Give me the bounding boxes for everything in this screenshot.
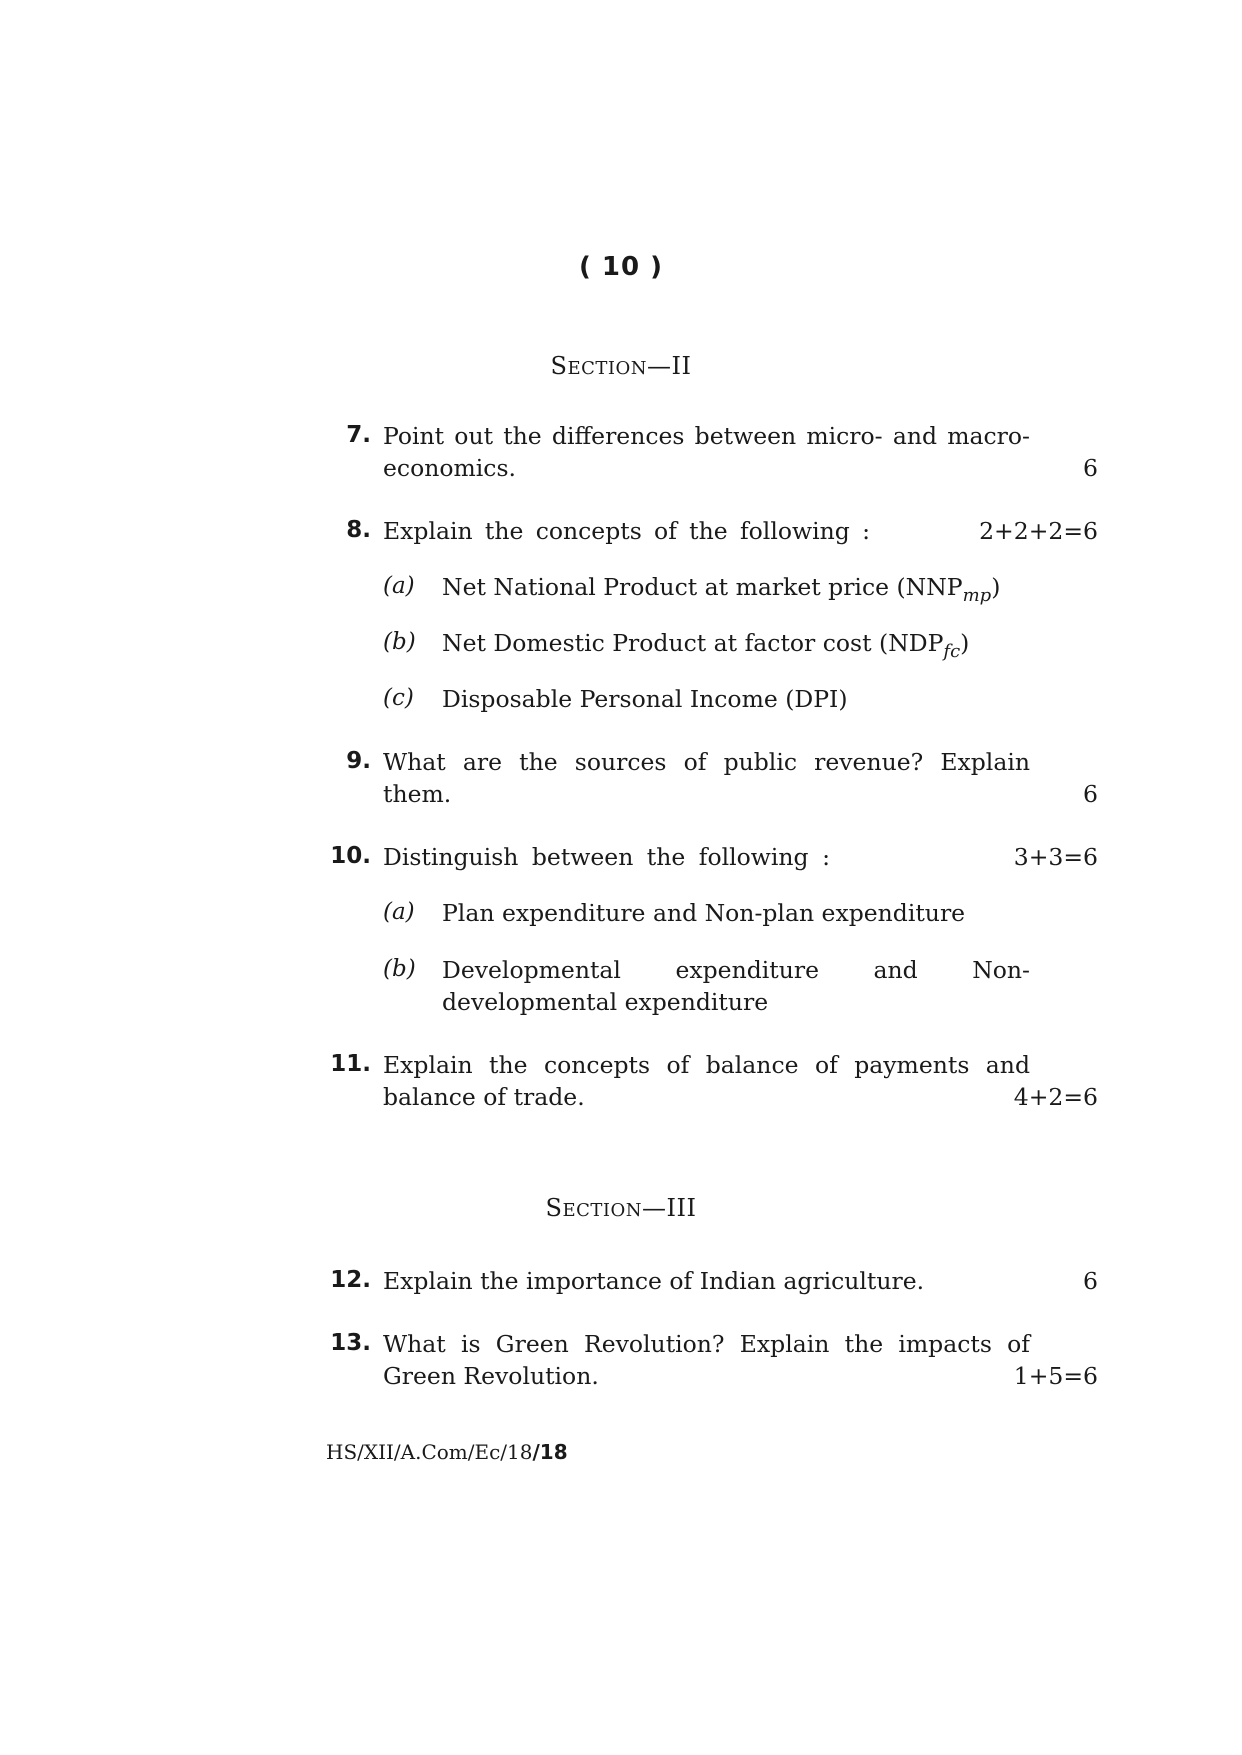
subpart-label: (a) <box>383 573 415 599</box>
subpart-text: Disposable Personal Income (DPI) <box>442 685 848 713</box>
subpart-text: developmental expenditure <box>442 988 769 1016</box>
section-heading-iii: SECTION—III <box>545 1194 697 1222</box>
question-text: balance of trade. <box>383 1083 585 1111</box>
page-number: ( 10 ) <box>578 252 664 282</box>
question-text: What is Green Revolution? Explain the impacts of <box>383 1330 1030 1358</box>
paper-code: HS/XII/A.Com/Ec/18/18 <box>326 1440 568 1464</box>
question-marks: 6 <box>1083 454 1098 482</box>
question-text: Point out the differences between micro- and macro- <box>383 422 1030 450</box>
subpart-label: (a) <box>383 899 415 925</box>
question-text: What are the sources of public revenue? Explain <box>383 748 1030 776</box>
question-marks: 6 <box>1083 780 1098 808</box>
question-text: them. <box>383 780 452 808</box>
subpart-text: Net Domestic Product at factor cost $(NDP_{fc})$ <box>442 629 970 662</box>
question-number: 13. <box>330 1330 371 1356</box>
question-number: 10. <box>330 843 371 869</box>
question-number: 12. <box>330 1267 371 1293</box>
section-heading-ii: SECTION—II <box>550 352 692 380</box>
question-text: Green Revolution. <box>383 1362 599 1390</box>
subpart-text: Developmental expenditure and Non- <box>442 956 1030 984</box>
question-marks: 3+3=6 <box>1013 843 1098 871</box>
question-text: Distinguish between the following : <box>383 843 830 871</box>
question-marks: 1+5=6 <box>1013 1362 1098 1390</box>
question-number: 7. <box>346 422 371 448</box>
subpart-label: (b) <box>383 629 416 655</box>
subpart-label: (b) <box>383 956 416 982</box>
subpart-label: (c) <box>383 685 414 711</box>
subpart-text: Plan expenditure and Non-plan expenditure <box>442 899 966 927</box>
subpart-text: Net National Product at market price $(NNP_{mp})$ <box>442 573 1001 606</box>
question-marks: 4+2=6 <box>1013 1083 1098 1111</box>
question-text: economics. <box>383 454 516 482</box>
question-marks: 6 <box>1083 1267 1098 1295</box>
question-text: Explain the concepts of the following : <box>383 517 870 545</box>
question-marks: 2+2+2=6 <box>979 517 1098 545</box>
question-text: Explain the importance of Indian agriculture. <box>383 1267 925 1295</box>
question-number: 11. <box>330 1051 371 1077</box>
question-number: 8. <box>346 517 371 543</box>
question-text: Explain the concepts of balance of payments and <box>383 1051 1030 1079</box>
question-number: 9. <box>346 748 371 774</box>
